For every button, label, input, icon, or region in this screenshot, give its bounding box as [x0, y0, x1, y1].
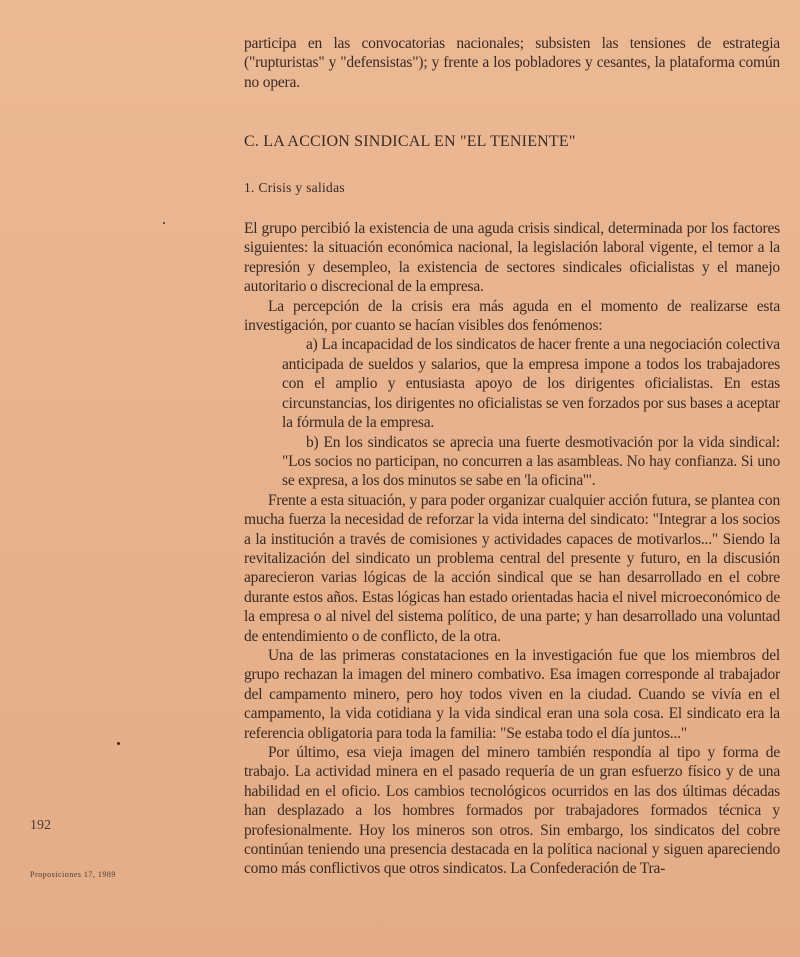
paragraph: El grupo percibió la existencia de una aguda crisis sindical, determinada por los factores siguientes: la situación económica nacional, la legislación laboral vigente, el temor a la represión y desempleo, la existencia de sectores sindicales oficialistas y el manejo autoritario o discrecional de la empresa.: [244, 220, 780, 296]
print-speck: [163, 222, 165, 224]
list-item: b) En los sindicatos se aprecia una fuerte desmotivación por la vida sindical: "Los socios no participan, no concurren a las asambleas. No hay confianza. Si uno se expresa, a los dos minutos se sabe en 'la oficina'".: [282, 433, 780, 490]
page-number: 192: [30, 818, 51, 833]
list-item: a) La incapacidad de los sindicatos de hacer frente a una negociación colectiva anticipada de sueldos y salarios, que la empresa impone a todos los trabajadores con el amplio y entusiasta apoyo de los dirigentes oficialistas. En estas circunstancias, los dirigentes no oficialistas se ven forzados por sus bases a aceptar la fórmula de la empresa.: [282, 336, 780, 432]
paragraph: Frente a esta situación, y para poder organizar cualquier acción futura, se plantea con mucha fuerza la necesidad de reforzar la vida interna del sindicato: "Integrar a los socios a la institución a través de comisiones y actividades capaces de motivarlos..." Siendo la revitalización del sindicato un problema central del presente y futuro, en la discusión aparecieron varias lógicas de la acción sindical que se han desarrollado en el cobre durante estos años. Estas lógicas han estado orientadas hacia el nivel microeconómico de la empresa o al nivel del sistema político, de una parte; y han desarrollado una voluntad de entendimiento o de conflicto, de la otra.: [244, 491, 780, 645]
paragraph: Una de las primeras constataciones en la investigación fue que los miembros del grupo rechazan la imagen del minero combativo. Esa imagen corresponde al trabajador del campamento minero, pero hoy todos viven en la ciudad. Cuando se vivía en el campamento, la vida cotidiana y la vida sindical eran una sola cosa. El sindicato era la referencia obligatoria para toda la familia: "Se estaba todo el día juntos...": [244, 646, 780, 742]
paragraph: La percepción de la crisis era más aguda en el momento de realizarse esta investigación, por cuanto se hacían visibles dos fenómenos:: [244, 297, 780, 335]
print-speck: [117, 742, 120, 745]
paragraph: Por último, esa vieja imagen del minero también respondía al tipo y forma de trabajo. La actividad minera en el pasado requería de un gran esfuerzo físico y de una habilidad en el oficio. Los cambios tecnológicos ocurridos en las dos últimas décadas han desplazado a los hombres formados por trabajadores formados técnica y profesionalmente. Hoy los mineros son otros. Sin embargo, los sindicatos del cobre continúan teniendo una presencia destacada en la política nacional y siguen apareciendo como más conflictivos que otros sindicatos. La Confederación de Tra-: [244, 744, 780, 878]
section-heading: C. LA ACCION SINDICAL EN "EL TENIENTE": [244, 133, 576, 151]
footer-journal: Proposiciones 17, 1989: [30, 870, 116, 879]
subsection-heading: 1. Crisis y salidas: [244, 179, 345, 195]
text-column: [244, 34, 780, 879]
top-paragraph: participa en las convocatorias nacionales; subsisten las tensiones de estrategia ("rupturistas" y "defensistas"); y frente a los pobladores y cesantes, la plataforma común no opera.: [244, 35, 780, 91]
